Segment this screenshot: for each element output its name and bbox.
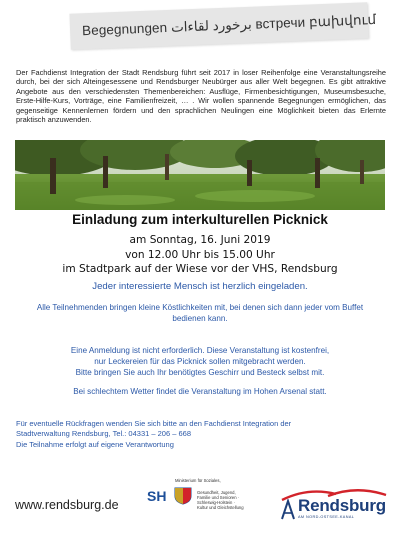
event-location: im Stadtpark auf der Wiese vor der VHS, Rendsburg [62, 263, 338, 275]
invitation-title: Einladung zum interkulturellen Picknick [72, 212, 328, 227]
registration-line: Eine Anmeldung ist nicht erforderlich. Diese Veranstaltung ist kostenfrei, [70, 346, 330, 355]
coat-of-arms-icon [173, 487, 193, 505]
park-photo [15, 140, 385, 210]
event-date: am Sonntag, 16. Juni 2019 [129, 234, 271, 246]
event-time: von 12.00 Uhr bis 15.00 Uhr [125, 249, 275, 261]
contact-line: Für eventuelle Rückfragen wenden Sie sich bitte an den Fachdienst Integration der [16, 419, 292, 428]
buffet-note: Alle Teilnehmenden bringen kleine Köstlichkeiten mit, bei denen sich dann jeder vom Buffet bedienen kann. [36, 303, 364, 323]
contact-line: Stadtverwaltung Rendsburg, Tel.: 04331 – 206 – 668 [16, 429, 191, 439]
contact-line: Die Teilnahme erfolgt auf eigene Verantwortung [16, 439, 174, 449]
registration-note [20, 346, 380, 378]
weather-note: Bei schlechtem Wetter findet die Veranstaltung im Hohen Arsenal statt. [73, 387, 327, 396]
welcome-line: Jeder interessierte Mensch ist herzlich eingeladen. [92, 281, 308, 292]
registration-line: nur Leckereien für das Picknick sollen mitgebracht werden. [94, 356, 306, 366]
banner-text: Begegnungen برخورد لقاءات встречи բախվում [81, 11, 377, 39]
rendsburg-logo [278, 483, 393, 527]
logo-tagline: AM NORD-OSTSEE-KANAL [298, 515, 355, 519]
title-banner [69, 2, 377, 49]
ministry-name: Ministerium für Soziales, [175, 478, 221, 483]
contact-info [16, 419, 386, 450]
logo-wordmark: Rendsburg [298, 496, 386, 515]
park-photo-image [15, 140, 385, 210]
sh-mark: SH [147, 488, 167, 504]
logo-bridge-icon [280, 499, 296, 521]
intro-paragraph: Der Fachdienst Integration der Stadt Rendsburg führt seit 2017 in loser Reihenfolge eine Veranstaltungsreihe durch, bei der sich Alteingesessene und Rendsburger Neubürger aus aller Welt begegnen. Es gibt attraktive Angebote aus den verschiedensten Themenbereichen: Ausflüge, Firmenbesichtigungen, Museumsbesuche, Erste-Hilfe-Kurs, Vorträge, eine Familienfreizeit, … . Wir wollen spannende Begegnungen ermöglichen, das gegenseitige Kennenlernen fördern und den sprachlichen Neulingen eine Möglichkeit bieten das Erlernte praktisch anzuwenden. [16, 68, 386, 125]
website-link[interactable]: www.rendsburg.de [15, 498, 119, 512]
ministry-departments: Gesundheit, Jugend, Familie und Senioren · Schleswig-Holstein · Kultur und Gleichstellung [197, 490, 244, 510]
registration-line: Bitte bringen Sie auch Ihr benötigtes Geschirr und Besteck selbst mit. [75, 367, 325, 377]
ministry-logo [147, 478, 247, 520]
